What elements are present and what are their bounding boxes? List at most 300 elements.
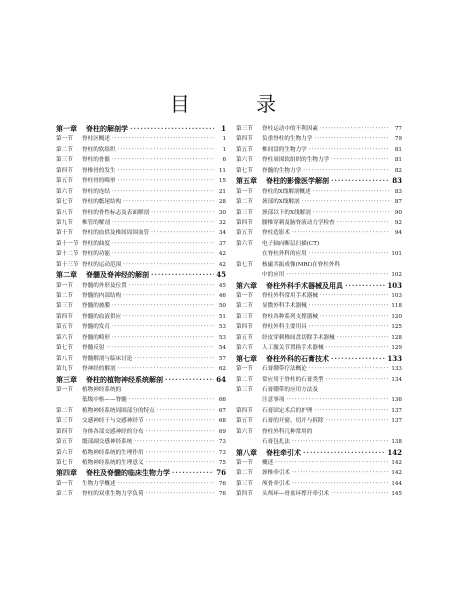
toc-entry-number: 第五章 — [236, 176, 257, 186]
toc-entry-number: 第三节 — [56, 303, 73, 310]
toc-page-number: 76 — [216, 468, 226, 478]
toc-page-number: 133 — [387, 353, 402, 363]
toc-section-entry — [56, 395, 226, 405]
toc-leader-dots — [146, 458, 214, 468]
toc-entry-number: 第一节 — [236, 460, 253, 466]
toc-entry-title: 石膏包扎法 — [262, 439, 290, 446]
toc-entry-title: 脊柱的软组织 — [82, 146, 116, 153]
toc-leader-dots — [303, 166, 390, 176]
toc-section-entry — [236, 260, 402, 270]
toc-entry-title: 交感神经干与交感神经节 — [82, 418, 144, 425]
toc-page-number: 145 — [391, 491, 402, 498]
toc-page-number: 87 — [394, 199, 402, 206]
toc-entry-number: 第一节 — [236, 188, 253, 195]
toc-section-entry — [56, 281, 226, 291]
toc-entry-title: 核磁共振成像(MRI)在脊柱外科 — [262, 261, 341, 268]
toc-section-entry — [236, 333, 402, 343]
toc-entry-number: 第四节 — [56, 428, 73, 435]
toc-leader-dots — [313, 208, 390, 218]
toc-page-number: 103 — [391, 293, 402, 299]
toc-entry-number: 第四节 — [236, 136, 253, 143]
toc-section-entry — [236, 155, 402, 165]
toc-leader-dots — [130, 124, 214, 134]
toc-entry-number: 第三节 — [236, 313, 253, 320]
toc-page-number: 46 — [218, 293, 226, 299]
toc-leader-dots — [112, 155, 214, 165]
toc-leader-dots — [309, 322, 390, 332]
toc-entry-number: 第六节 — [56, 449, 73, 456]
toc-section-entry — [56, 155, 226, 165]
toc-entry-title: 脊髓解剖与临床讨论 — [82, 355, 133, 362]
toc-page-number: 37 — [218, 240, 226, 247]
toc-section-entry — [56, 260, 226, 270]
toc-leader-dots — [157, 406, 214, 416]
toc-entry-title: 脊髓的内部结构 — [82, 293, 122, 299]
toc-entry-title: 植物神经系统的 — [82, 386, 122, 393]
toc-leader-dots — [292, 437, 389, 447]
toc-page-number: 68 — [218, 418, 226, 425]
toc-entry-title: 脊髓的生物力学 — [262, 167, 302, 174]
toc-page-number: 45 — [218, 282, 226, 289]
toc-page-number: 11 — [218, 167, 226, 174]
toc-section-entry — [236, 427, 402, 437]
toc-entry-number: 第四节 — [236, 491, 253, 498]
toc-leader-dots — [123, 260, 214, 270]
toc-entry-title: 人工髋关节置换手术器械 — [262, 345, 324, 352]
toc-page-number: 76 — [218, 491, 226, 498]
toc-entry-number: 第八章 — [236, 447, 257, 457]
toc-entry-title: 脊髓反射 — [82, 345, 105, 352]
toc-section-entry — [56, 406, 226, 416]
toc-entry-number: 第一章 — [56, 124, 77, 133]
toc-section-entry — [56, 448, 226, 458]
toc-section-entry — [56, 176, 226, 186]
toc-leader-dots — [112, 218, 214, 228]
toc-section-entry — [236, 364, 402, 374]
toc-entry-number: 第十一节 — [56, 240, 79, 247]
toc-section-entry — [56, 208, 226, 218]
toc-section-entry — [56, 134, 226, 144]
toc-leader-dots — [112, 187, 214, 197]
toc-section-entry — [236, 395, 402, 405]
toc-entry-number: 第八节 — [56, 355, 73, 362]
toc-entry-title: 颈部的X线解剖 — [262, 199, 300, 206]
toc-leader-dots — [320, 291, 389, 301]
toc-page-number: 57 — [218, 355, 226, 362]
toc-page-number: 45 — [216, 270, 226, 280]
toc-leader-dots — [118, 145, 214, 155]
toc-section-entry — [236, 312, 402, 322]
toc-section-entry — [56, 333, 226, 343]
toc-entry-number: 第七节 — [236, 167, 253, 174]
toc-leader-dots — [320, 312, 389, 322]
toc-leader-dots — [302, 197, 390, 207]
toc-entry-title: 脊柱的曲度 — [82, 240, 110, 247]
toc-page-number: 34 — [218, 230, 226, 237]
toc-entry-title: 石膏固定术后的护理 — [262, 407, 313, 414]
toc-page-number: 83 — [392, 176, 402, 186]
toc-section-entry — [56, 479, 226, 489]
toc-leader-dots — [112, 333, 214, 343]
toc-section-entry — [56, 301, 226, 311]
toc-leader-dots — [286, 270, 389, 280]
toc-entry-number: 第十二节 — [56, 251, 79, 258]
toc-section-entry — [56, 458, 226, 468]
toc-leader-dots — [123, 197, 214, 207]
toc-entry-title: 石膏绷带的应用方法及 — [262, 386, 318, 393]
toc-page-number: 53 — [218, 334, 226, 341]
toc-section-entry — [236, 249, 402, 259]
toc-page-number: 64 — [216, 374, 226, 384]
toc-leader-dots — [313, 187, 390, 197]
toc-entry-number: 第四节 — [56, 167, 73, 174]
toc-chapter-entry — [56, 124, 226, 134]
toc-page-number: 32 — [218, 219, 226, 226]
toc-leader-dots — [123, 312, 214, 322]
toc-page-number: 144 — [391, 480, 402, 487]
toc-entry-number: 第六章 — [236, 280, 257, 290]
toc-entry-number: 第三节 — [236, 480, 253, 487]
toc-section-entry — [56, 416, 226, 426]
toc-leader-dots — [112, 301, 214, 311]
toc-page-number: 53 — [218, 324, 226, 331]
toc-entry-title: 概述 — [262, 460, 274, 466]
toc-page-number: 81 — [394, 157, 402, 164]
toc-leader-dots — [118, 176, 214, 186]
toc-entry-number: 第四节 — [236, 219, 253, 226]
toc-leader-dots — [118, 166, 214, 176]
toc-leader-dots — [292, 468, 389, 478]
toc-entry-title: 脊柱牵引术 — [266, 447, 301, 457]
toc-section-entry — [236, 375, 402, 385]
toc-section-entry — [236, 416, 402, 426]
toc-page-number: 62 — [218, 366, 226, 373]
toc-section-entry — [56, 249, 226, 259]
toc-entry-number: 第五节 — [236, 418, 253, 425]
toc-entry-title: 脊髓的被膜 — [82, 303, 110, 310]
toc-page-number: 73 — [218, 439, 226, 446]
toc-chapter-entry — [56, 270, 226, 280]
toc-page-number: 120 — [391, 313, 402, 320]
toc-entry-number: 第六节 — [56, 334, 73, 341]
toc-leader-dots — [151, 270, 214, 280]
toc-page-number: 142 — [391, 460, 402, 466]
toc-page-number: 138 — [391, 439, 402, 446]
toc-entry-title: 脊柱的解剖学 — [86, 124, 128, 133]
toc-page-number: 142 — [391, 470, 402, 477]
toc-section-entry — [236, 468, 402, 478]
toc-leader-dots — [275, 458, 389, 468]
toc-chapter-entry — [236, 176, 402, 186]
toc-page-number: 134 — [391, 376, 402, 383]
toc-leader-dots — [286, 395, 389, 405]
toc-entry-title: 生物力学概述 — [82, 480, 116, 487]
toc-section-entry — [56, 385, 226, 395]
toc-page-number: 82 — [394, 167, 402, 174]
toc-entry-number: 第一节 — [56, 136, 73, 143]
toc-page-number: 42 — [218, 251, 226, 258]
toc-entry-number: 第十节 — [56, 230, 73, 237]
toc-page-number: 128 — [391, 334, 402, 341]
toc-entry-number: 第七节 — [56, 199, 73, 206]
toc-entry-title: 电子轴向断层扫描(CT) — [262, 240, 320, 247]
toc-entry-title: 植物神经系统的生理意义 — [82, 460, 144, 466]
toc-page-number: 79 — [394, 136, 402, 143]
toc-entry-title: 负重脊柱的生物力学 — [262, 136, 313, 143]
toc-section-entry — [236, 270, 402, 280]
toc-entry-number: 第二节 — [56, 146, 73, 153]
toc-leader-dots — [172, 468, 214, 478]
toc-entry-number: 第二节 — [236, 303, 253, 310]
toc-entry-number: 第五节 — [56, 178, 73, 185]
toc-entry-title: 石膏绷带疗法概论 — [262, 366, 307, 373]
toc-page-number: 90 — [394, 209, 402, 216]
toc-section-entry — [236, 124, 402, 134]
toc-page-number: 73 — [218, 449, 226, 456]
toc-leader-dots — [326, 343, 390, 353]
toc-leader-dots — [320, 124, 390, 134]
toc-chapter-entry — [236, 281, 402, 291]
toc-leader-dots — [292, 228, 390, 238]
toc-entry-title: 脊柱的双重生物力学负荷 — [82, 491, 144, 498]
toc-entry-title: 脊柱骨的畸形 — [82, 178, 116, 185]
toc-entry-title: 脊髓及脊神经的解剖 — [86, 270, 149, 280]
toc-page-number: 118 — [391, 303, 402, 310]
toc-page-number: 101 — [391, 251, 402, 258]
toc-leader-dots — [146, 427, 214, 437]
toc-entry-title: 椎管的解剖 — [82, 219, 110, 226]
toc-leader-dots — [314, 134, 390, 144]
toc-leader-dots — [151, 228, 214, 238]
toc-section-entry — [236, 197, 402, 207]
toc-section-entry — [56, 218, 226, 228]
toc-entry-title: 脊柱外科的石膏技术 — [266, 353, 329, 363]
toc-chapter-entry — [236, 354, 402, 364]
toc-leader-dots — [303, 448, 385, 458]
toc-entry-number: 第七节 — [56, 460, 73, 466]
toc-entry-number: 第三节 — [236, 209, 253, 216]
page-title: 目 录 — [169, 92, 307, 116]
toc-section-entry — [56, 437, 226, 447]
toc-leader-dots — [314, 406, 389, 416]
toc-section-entry — [56, 291, 226, 301]
toc-entry-number: 第三节 — [56, 157, 73, 164]
toc-section-entry — [236, 166, 402, 176]
toc-entry-title: 石膏的开窗、切开与拆除 — [262, 418, 324, 425]
toc-leader-dots — [345, 281, 385, 291]
toc-section-entry — [236, 291, 402, 301]
toc-entry-number: 第六节 — [236, 345, 253, 352]
toc-section-entry — [56, 343, 226, 353]
toc-entry-number: 第二节 — [56, 407, 73, 414]
toc-section-entry — [56, 197, 226, 207]
toc-entry-title: 脊髓的外形及位置 — [82, 282, 127, 289]
toc-page-number: 92 — [394, 219, 402, 226]
toc-entry-title: 植物神经系统的生理作用 — [82, 449, 144, 456]
toc-entry-number: 第一节 — [56, 386, 73, 393]
toc-page-number: 102 — [391, 272, 402, 279]
toc-page-number: 54 — [218, 345, 226, 352]
toc-leader-dots — [326, 416, 390, 426]
toc-entry-title: 头颅环—骨盆环撑开牵引术 — [262, 491, 330, 498]
toc-entry-number: 第八节 — [56, 209, 73, 216]
toc-entry-title: 脊柱的骨性标志及表面解剖 — [82, 209, 150, 216]
toc-entry-title: 注意事项 — [262, 397, 285, 404]
toc-chapter-entry — [56, 468, 226, 478]
toc-entry-number: 第十三节 — [56, 261, 79, 268]
toc-entry-title: 脊柱的骶尾结构 — [82, 199, 122, 206]
toc-entry-number: 第二节 — [56, 293, 73, 299]
toc-leader-dots — [309, 364, 390, 374]
toc-entry-title: 脊柱的影像医学解剖 — [266, 176, 329, 186]
toc-entry-title: 脊椎骨的发生 — [82, 167, 116, 174]
toc-section-entry — [236, 228, 402, 238]
toc-leader-dots — [129, 395, 214, 405]
toc-section-entry — [56, 427, 226, 437]
toc-entry-title: 脊柱的功能 — [82, 251, 110, 258]
toc-entry-title: 椎间盘的生物力学 — [262, 146, 307, 153]
toc-page-number: 1 — [221, 124, 226, 133]
toc-page-number: 15 — [218, 178, 226, 185]
toc-section-entry — [236, 134, 402, 144]
toc-section-entry — [56, 187, 226, 197]
toc-page-number: 50 — [218, 303, 226, 310]
toc-page-number: 1 — [222, 146, 226, 153]
toc-entry-title: 脊柱各种系列支撑器械 — [262, 313, 318, 320]
toc-entry-number: 第三章 — [56, 374, 77, 384]
toc-entry-title: 脊髓的血液供应 — [82, 313, 122, 320]
toc-entry-number: 第五节 — [56, 439, 73, 446]
toc-section-entry — [236, 187, 402, 197]
toc-leader-dots — [309, 145, 390, 155]
toc-page-number: 81 — [394, 146, 402, 153]
toc-page-number: 69 — [218, 428, 226, 435]
toc-leader-dots — [165, 375, 214, 385]
toc-section-entry — [236, 239, 402, 249]
toc-page-number: 75 — [218, 460, 226, 466]
toc-page-number: 21 — [218, 188, 226, 195]
toc-entry-title: 经皮穿刺椎间盘切除手术器械 — [262, 334, 335, 341]
toc-entry-title: 脊髓的发育 — [82, 324, 110, 331]
toc-leader-dots — [118, 364, 214, 374]
toc-leader-dots — [331, 176, 390, 186]
toc-page-number: 76 — [218, 480, 226, 487]
toc-section-entry — [56, 489, 226, 499]
toc-entry-title: 植物神经系统周围部分的特点 — [82, 407, 155, 414]
toc-section-entry — [236, 208, 402, 218]
toc-page-number: 137 — [391, 407, 402, 414]
toc-leader-dots — [309, 301, 390, 311]
toc-section-entry — [236, 218, 402, 228]
toc-section-entry — [236, 479, 402, 489]
toc-leader-dots — [134, 354, 214, 364]
toc-page-number: 136 — [391, 397, 402, 404]
toc-entry-number: 第三节 — [236, 126, 253, 132]
toc-entry-title: 脊柱的血供及椎间周围血管 — [82, 230, 150, 237]
toc-entry-title: 颅骨牵引术 — [262, 480, 290, 487]
toc-right-column — [236, 124, 402, 500]
toc-page-number: 77 — [394, 126, 402, 132]
toc-section-entry — [56, 312, 226, 322]
toc-leader-dots — [151, 208, 214, 218]
toc-page-number: 67 — [218, 407, 226, 414]
toc-leader-dots — [331, 354, 385, 364]
toc-entry-number: 第二节 — [56, 491, 73, 498]
toc-entry-title: 脊柱外科常用手术器械 — [262, 293, 318, 299]
toc-section-entry — [236, 145, 402, 155]
toc-entry-title: 在脊柱外科的应用 — [262, 251, 307, 258]
toc-page-number: 66 — [218, 397, 226, 404]
toc-leader-dots — [146, 448, 214, 458]
toc-leader-dots — [337, 333, 390, 343]
toc-entry-number: 第一节 — [236, 293, 253, 299]
toc-section-entry — [56, 166, 226, 176]
toc-section-entry — [236, 301, 402, 311]
toc-section-entry — [236, 385, 402, 395]
toc-entry-number: 第七节 — [236, 261, 253, 268]
toc-entry-title: 身体各部交感神经的分布 — [82, 428, 144, 435]
toc-leader-dots — [146, 489, 214, 499]
toc-entry-title: 腰椎穿刺及脑脊液动力学检查 — [262, 219, 335, 226]
toc-leader-dots — [129, 281, 214, 291]
toc-entry-number: 第一节 — [56, 282, 73, 289]
toc-entry-number: 第四节 — [236, 407, 253, 414]
toc-entry-number: 第六节 — [236, 428, 253, 435]
toc-entry-title: 脊柱的连结 — [82, 188, 110, 195]
toc-entry-number: 第二节 — [236, 376, 253, 383]
toc-chapter-entry — [56, 375, 226, 385]
toc-entry-title: 脊柱的植物神经系统解剖 — [86, 374, 163, 384]
toc-entry-number: 第七章 — [236, 353, 257, 363]
toc-leader-dots — [112, 134, 214, 144]
toc-entry-number: 第四章 — [56, 468, 77, 478]
toc-entry-title: 脊柱的X线解剖概述 — [262, 188, 311, 195]
toc-page-number: 42 — [218, 261, 226, 268]
toc-left-column — [56, 124, 226, 500]
toc-entry-number: 第二节 — [236, 199, 253, 206]
toc-leader-dots — [326, 375, 390, 385]
toc-section-entry — [236, 406, 402, 416]
toc-entry-title: 颈部以下的X线解剖 — [262, 209, 311, 216]
toc-entry-number: 第九节 — [56, 219, 73, 226]
toc-entry-title: 脊柱区概述 — [82, 136, 110, 143]
toc-entry-number: 第三节 — [236, 386, 253, 393]
toc-entry-number: 第五节 — [56, 324, 73, 331]
toc-section-entry — [236, 458, 402, 468]
toc-section-entry — [56, 228, 226, 238]
toc-entry-title: 脊柱造影术 — [262, 230, 290, 237]
toc-entry-title: 脊柱周围软组织的生物力学 — [262, 157, 330, 164]
toc-entry-title: 脊髓的畸形 — [82, 334, 110, 341]
toc-section-entry — [56, 322, 226, 332]
toc-leader-dots — [146, 416, 214, 426]
toc-entry-title: 颈椎牵引术 — [262, 470, 290, 477]
toc-entry-number: 第二章 — [56, 270, 77, 280]
toc-entry-title: 骶部副交感神经系统 — [82, 439, 133, 446]
toc-entry-number: 第五节 — [236, 334, 253, 341]
toc-entry-number: 第一节 — [56, 480, 73, 487]
toc-leader-dots — [309, 249, 390, 259]
toc-page-number: 30 — [218, 209, 226, 216]
toc-page-number: 83 — [394, 188, 402, 195]
toc-entry-number: 第六节 — [236, 157, 253, 164]
toc-entry-number: 第四节 — [56, 313, 73, 320]
toc-entry-number: 第四节 — [236, 324, 253, 331]
toc-section-entry — [56, 364, 226, 374]
toc-leader-dots — [112, 239, 214, 249]
toc-leader-dots — [118, 479, 214, 489]
toc-entry-title: 脊柱外科主要用具 — [262, 324, 307, 331]
